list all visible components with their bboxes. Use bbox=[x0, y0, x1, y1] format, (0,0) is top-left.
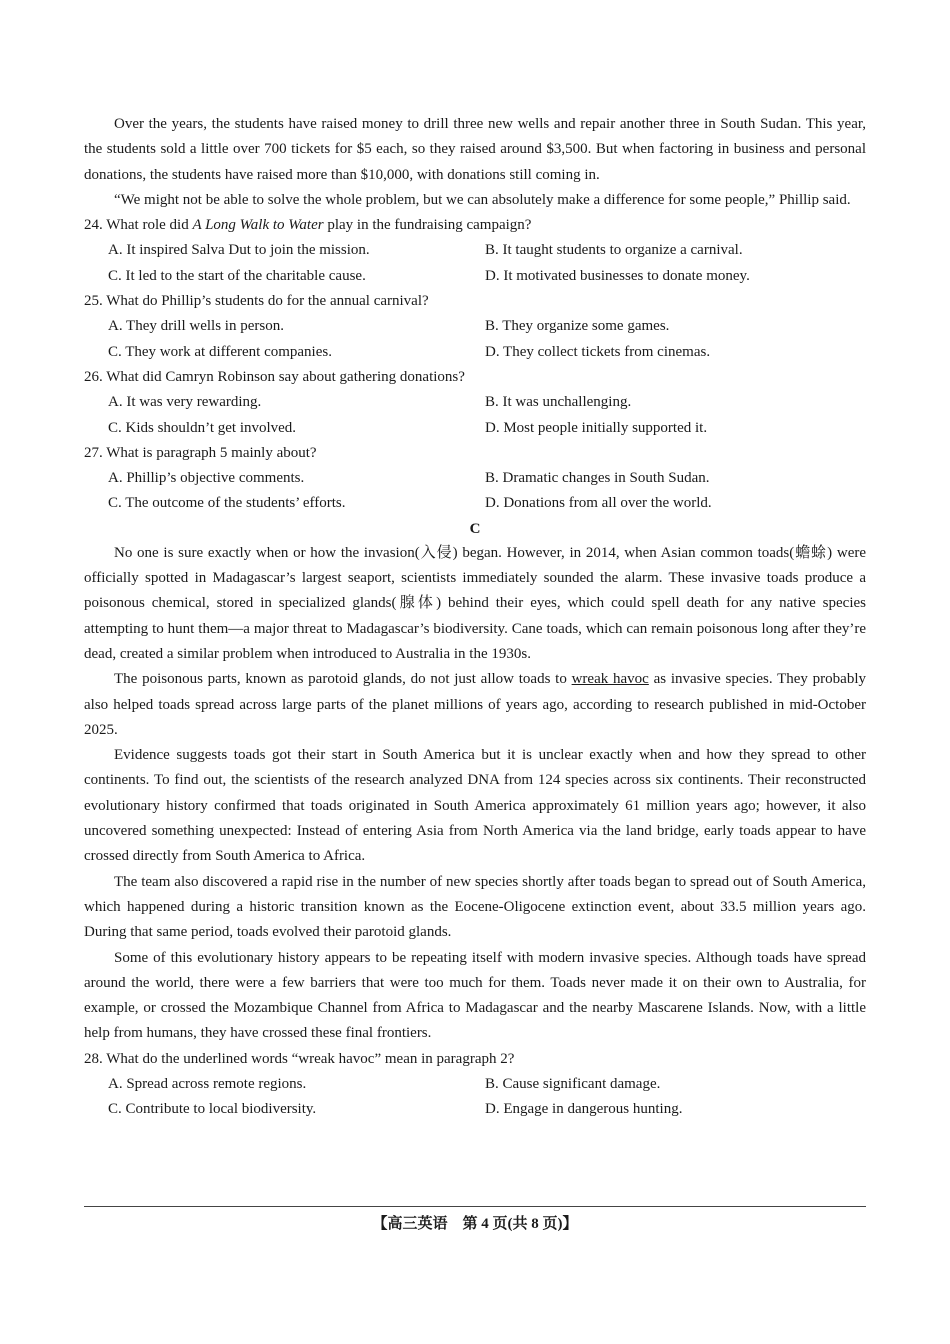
page-footer: 【高三英语 第 4 页(共 8 页)】 bbox=[84, 1206, 866, 1233]
options bbox=[84, 314, 866, 365]
underlined-phrase: wreak havoc bbox=[571, 671, 649, 688]
question-stem: 27. What is paragraph 5 mainly about? bbox=[84, 444, 317, 461]
options bbox=[84, 238, 866, 289]
option-c: C. They work at different companies. bbox=[108, 343, 332, 360]
option-d: D. They collect tickets from cinemas. bbox=[485, 343, 711, 360]
question-24 bbox=[84, 213, 866, 289]
option-a: A. Spread across remote regions. bbox=[108, 1075, 307, 1092]
paragraph: No one is sure exactly when or how the invasion(入侵) began. However, in 2014, when Asian common toads(蟾蜍) were officially spotted in Madagascar’s largest seaport, scientists immediately sounded the alarm. These invasive toads produce a poisonous chemical, stored in specialized glands(腺体) behind their eyes, which could spell death for any native species attempting to hunt them—a major threat to Madagascar’s biodiversity. Cane toads, which can remain poisonous long after they’re dead, created a similar problem when introduced to Australia in the 1930s. bbox=[84, 544, 866, 662]
option-d: D. Engage in dangerous hunting. bbox=[485, 1101, 683, 1118]
paragraph: Some of this evolutionary history appears to be repeating itself with modern invasive species. Although toads have spread around the world, there were a few barriers that were too much for them. Toads never made it on their own to Australia, for example, or crossed the Mozambique Channel from Africa to Madagascar and the nearby Mascarene Islands. Now, with a little help from humans, they have crossed these final frontiers. bbox=[84, 949, 866, 1042]
question-28 bbox=[84, 1047, 866, 1123]
option-c: C. The outcome of the students’ efforts. bbox=[108, 495, 346, 512]
option-a: A. They drill wells in person. bbox=[108, 318, 284, 335]
question-stem: 24. What role did A Long Walk to Water play in the fundraising campaign? bbox=[84, 217, 532, 234]
option-b: B. It taught students to organize a carnival. bbox=[485, 242, 743, 259]
option-c: C. It led to the start of the charitable cause. bbox=[108, 267, 366, 284]
question-27 bbox=[84, 441, 866, 517]
options bbox=[84, 466, 866, 517]
option-d: D. It motivated businesses to donate money. bbox=[485, 267, 750, 284]
option-b: B. Dramatic changes in South Sudan. bbox=[485, 470, 710, 487]
option-b: B. It was unchallenging. bbox=[485, 394, 632, 411]
exam-page bbox=[84, 112, 866, 1123]
paragraph: Over the years, the students have raised money to drill three new wells and repair another three in South Sudan. This year, the students sold a little over 700 tickets for $5 each, so they raised around $3,500. But when factoring in business and personal donations, the students have raised more than $10,000, with donations still coming in. bbox=[84, 116, 866, 183]
question-26 bbox=[84, 365, 866, 441]
option-a: A. It inspired Salva Dut to join the mission. bbox=[108, 242, 370, 259]
paragraph: “We might not be able to solve the whole problem, but we can absolutely make a difference for some people,” Phillip said. bbox=[114, 191, 851, 208]
options bbox=[84, 390, 866, 441]
option-b: B. They organize some games. bbox=[485, 318, 670, 335]
option-b: B. Cause significant damage. bbox=[485, 1075, 661, 1092]
question-stem: 25. What do Phillip’s students do for the annual carnival? bbox=[84, 293, 429, 310]
option-a: A. Phillip’s objective comments. bbox=[108, 470, 305, 487]
option-c: C. Contribute to local biodiversity. bbox=[108, 1101, 317, 1118]
paragraph: The team also discovered a rapid rise in the number of new species shortly after toads began to spread out of South America, which happened during a historic transition known as the Eocene-Oligocene extinction event, about 33.5 million years ago. During that same period, toads evolved their parotoid glands. bbox=[84, 873, 866, 941]
paragraph: Evidence suggests toads got their start in South America but it is unclear exactly when and how they spread to other continents. To find out, the scientists of the research analyzed DNA from 124 species across six continents. Their reconstructed evolutionary history confirmed that toads originated in South America approximately 61 million years ago; however, it also uncovered something unexpected: Instead of entering Asia from North America via the land bridge, early toads appear to have crossed directly from South America to Africa. bbox=[84, 747, 866, 865]
question-stem: 28. What do the underlined words “wreak havoc” mean in paragraph 2? bbox=[84, 1050, 515, 1067]
option-d: D. Most people initially supported it. bbox=[485, 419, 708, 436]
paragraph: The poisonous parts, known as parotoid glands, do not just allow toads to wreak havoc as invasive species. They probably also helped toads spread across large parts of the planet millions of years ago, according to research published in mid-October 2025. bbox=[84, 671, 866, 738]
question-stem: 26. What did Camryn Robinson say about gathering donations? bbox=[84, 368, 465, 385]
option-c: C. Kids shouldn’t get involved. bbox=[108, 419, 297, 436]
option-a: A. It was very rewarding. bbox=[108, 394, 262, 411]
option-d: D. Donations from all over the world. bbox=[485, 495, 712, 512]
section-heading: C bbox=[469, 520, 481, 537]
question-25 bbox=[84, 289, 866, 365]
options bbox=[84, 1072, 866, 1123]
